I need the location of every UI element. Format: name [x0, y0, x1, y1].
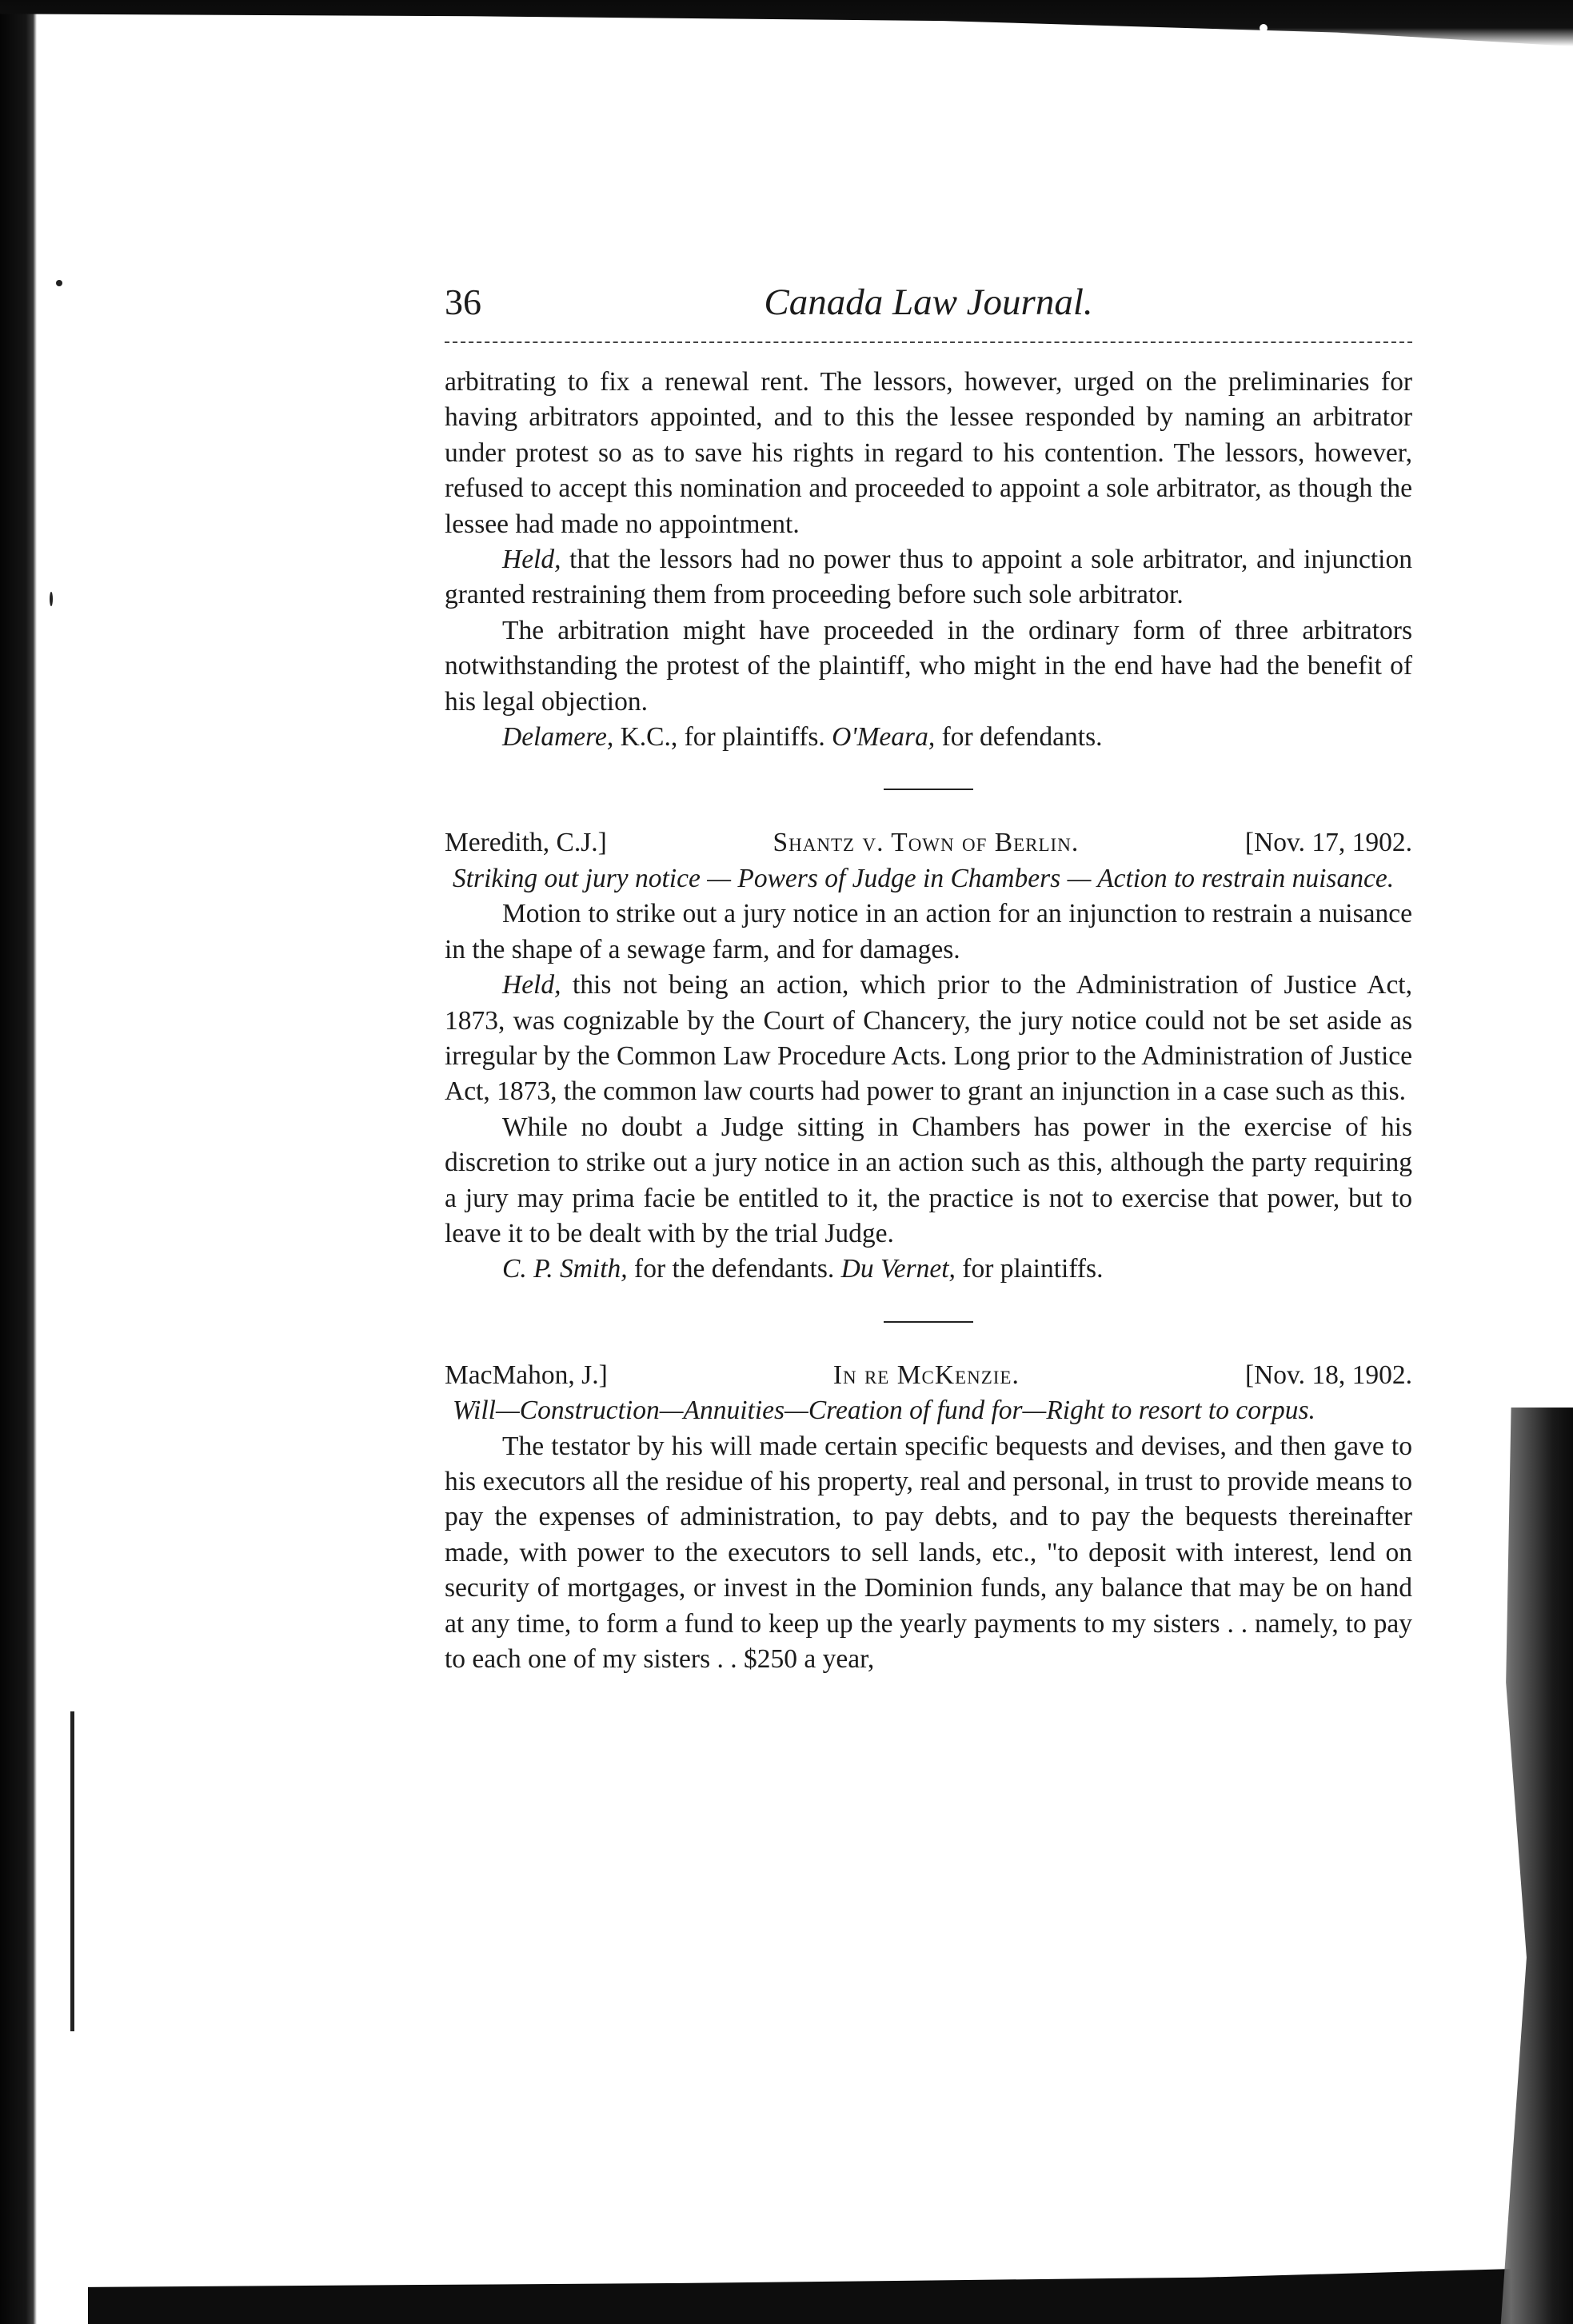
- case-paragraph: While no doubt a Judge sitting in Chambers has power in the exercise of his discretion to strike out a jury notice in an action such as this, although the party requiring a jury may prima facie be entitled to it, the practice is not to exercise that power, but to leave it to be dealt with by the trial Judge.: [445, 1112, 1412, 1248]
- scan-edge-left: [0, 0, 37, 2324]
- section-separator: [884, 789, 973, 790]
- section-separator: [884, 1321, 973, 1323]
- counsel-text: for the defendants.: [627, 1254, 841, 1284]
- scan-edge-bottom: [88, 2267, 1573, 2324]
- counsel-name: Delamere,: [502, 722, 614, 753]
- case-title: Shantz v. Town of Berlin.: [773, 828, 1080, 858]
- article-body: [445, 365, 1412, 1677]
- scan-edge-top: [0, 0, 1573, 46]
- counsel-name: C. P. Smith,: [502, 1254, 628, 1284]
- case-paragraph: Motion to strike out a jury notice in an action for an injunction to restrain a nuisance in the shape of a sewage farm, and for damages.: [445, 899, 1412, 964]
- counsel-name: O'Meara,: [832, 722, 936, 753]
- intro-paragraph: arbitrating to fix a renewal rent. The lessors, however, urged on the preliminaries for having arbitrators appointed, and to this the lessee responded by naming an arbitrator under protest so as to save his rights in regard to his contention. The lessors, however, refused to accept this nomination and proceeded to appoint a sole arbitrator, as though the lessee had made no appointment.: [445, 367, 1412, 539]
- scan-speck: [1260, 24, 1268, 32]
- case-held-paragraph: [445, 968, 1412, 1110]
- page-number: 36: [445, 282, 481, 322]
- held-label: Held,: [502, 970, 561, 1000]
- counsel-name: Du Vernet,: [840, 1254, 956, 1284]
- margin-mark: [70, 1711, 74, 2031]
- held-text: this not being an action, which prior to the Administration of Justice Act, 1873, was cognizable by the Court of Chancery, the jury notice could not be set aside as irregular by the Common Law Procedure Acts. Long prior to the Administration of Justice Act, 1873, the common law courts had power to grant an injunction in a case such as this.: [445, 970, 1412, 1107]
- case-catchwords: Striking out jury notice — Powers of Judge in Chambers — Action to restrain nuisance.: [453, 863, 1395, 893]
- page-header: [445, 278, 1412, 326]
- scan-speck: [56, 280, 62, 286]
- intro-held-paragraph: [445, 542, 1412, 613]
- case-judge: Meredith, C.J.]: [445, 828, 607, 858]
- case-paragraph: The testator by his will made certain specific bequests and devises, and then gave to his executors all the residue of his property, real and personal, in trust to provide means to pay the expenses of administration, to pay debts, and to pay the bequests thereinafter made, with power to the executors to sell lands, etc., "to deposit with interest, lend on security of mortgages, or invest in the Dominion funds, any balance that may be on hand at any time, to form a fund to keep up the yearly payments to my sisters . . namely, to pay to each one of my sisters . . $250 a year,: [445, 1431, 1412, 1674]
- held-label: Held,: [502, 545, 561, 575]
- case-catchwords: Will—Construction—Annuities—Creation of fund for—Right to resort to corpus.: [453, 1396, 1315, 1426]
- counsel-text: for plaintiffs.: [955, 1254, 1104, 1284]
- case-judge: MacMahon, J.]: [445, 1360, 608, 1390]
- intro-paragraph-2: The arbitration might have proceeded in the ordinary form of three arbitrators notwithstanding the protest of the plaintiff, who might in the end have had the benefit of his legal objection.: [445, 615, 1412, 717]
- case-date: [Nov. 17, 1902.: [1244, 828, 1412, 858]
- case-title: In re McKenzie.: [832, 1360, 1020, 1390]
- case-heading-2: [445, 1358, 1412, 1393]
- counsel-text: for defendants.: [935, 722, 1103, 753]
- case-heading-1: [445, 825, 1412, 861]
- held-text: that the lessors had no power thus to appoint a sole arbitrator, and injunction granted restraining them from proceeding before such sole arbitrator.: [445, 545, 1412, 610]
- running-title: Canada Law Journal.: [764, 282, 1093, 323]
- counsel-text: K.C., for plaintiffs.: [613, 722, 832, 753]
- header-rule: [445, 341, 1412, 343]
- intro-counsel: [445, 720, 1412, 755]
- case-date: [Nov. 18, 1902.: [1244, 1360, 1412, 1390]
- scan-speck: [50, 592, 53, 606]
- case-counsel: [445, 1252, 1412, 1287]
- scan-edge-right: [1470, 1408, 1573, 2324]
